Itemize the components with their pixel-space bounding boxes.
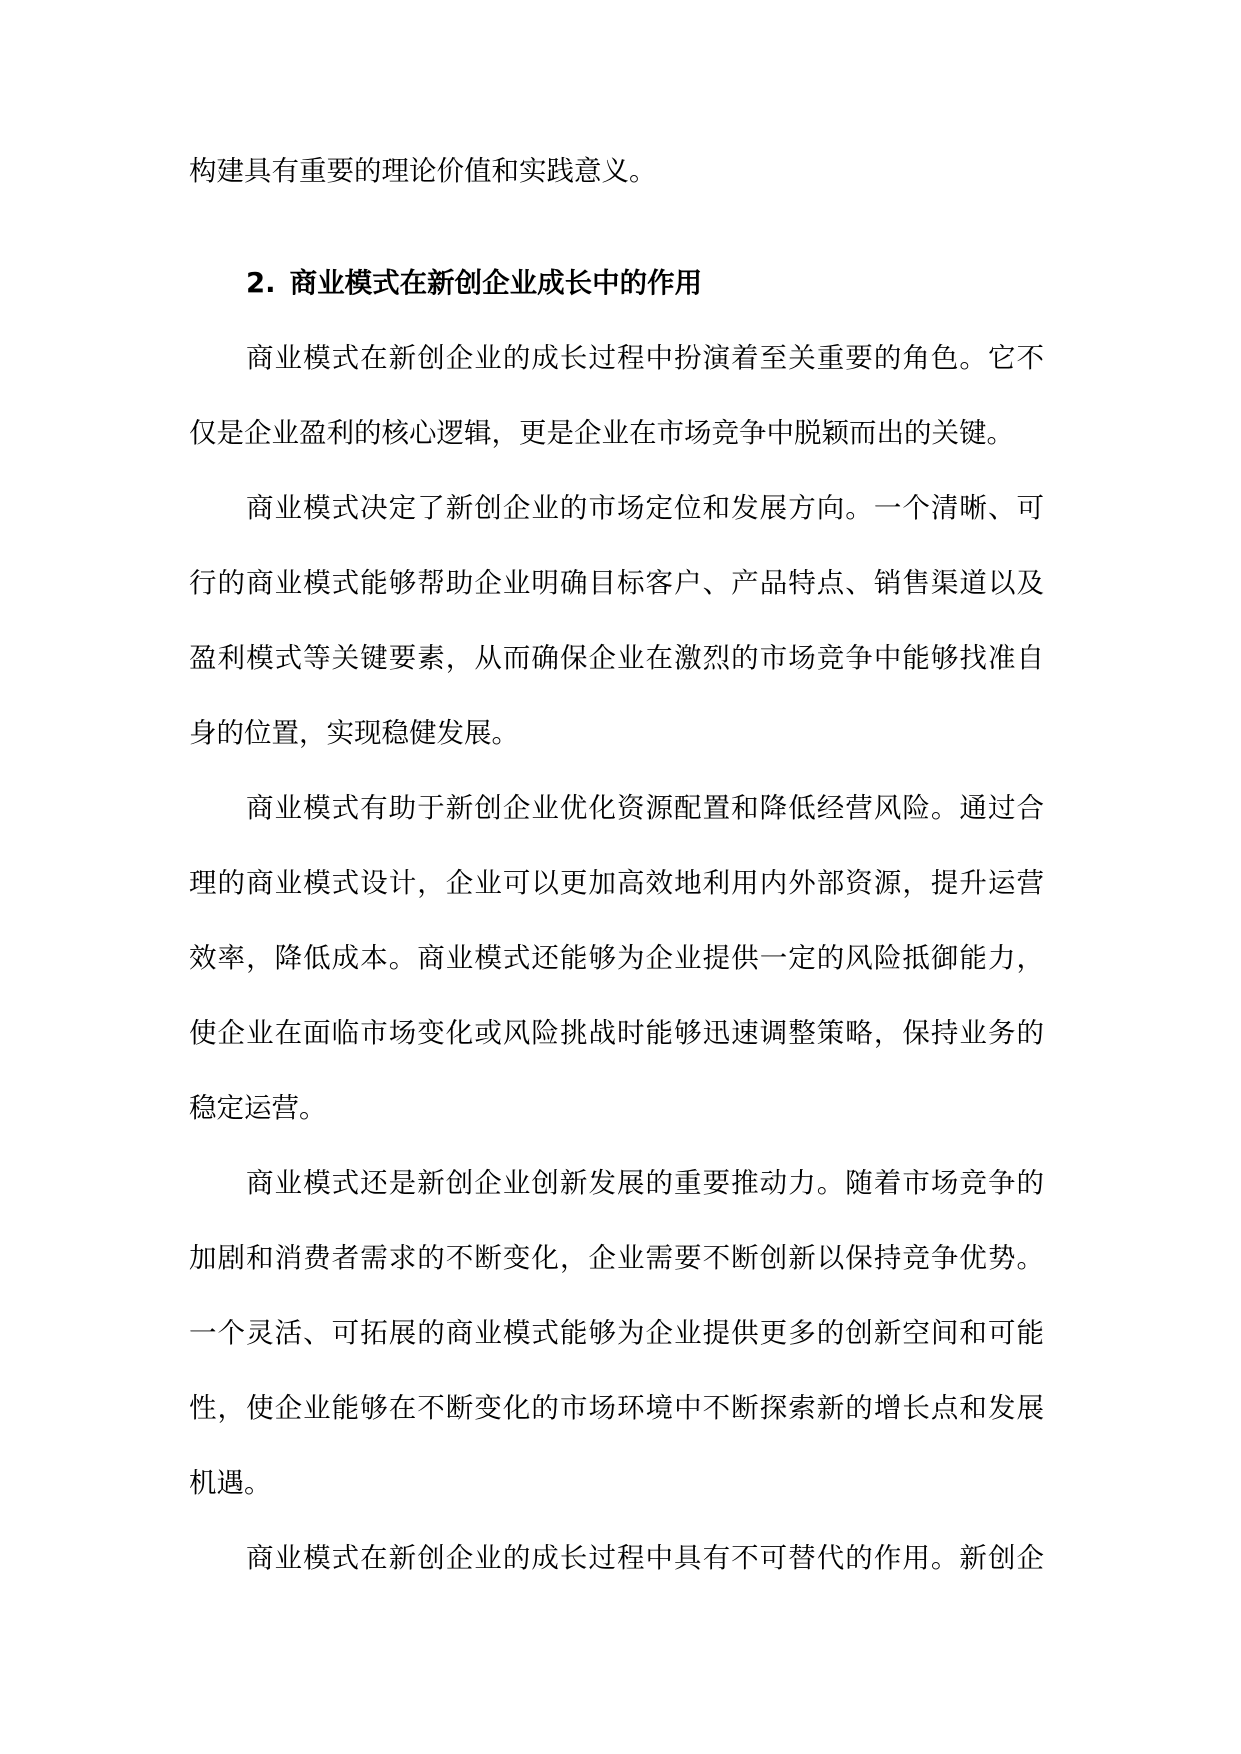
continuation-paragraph <box>189 141 1044 216</box>
paragraph-line: 商业模式在新创企业的成长过程中扮演着至关重要的角色。它不 <box>246 342 1044 374</box>
paragraph-3 <box>189 778 1044 1153</box>
document-body <box>189 141 1044 1603</box>
paragraph-line: 构建具有重要的理论价值和实践意义。 <box>189 155 657 187</box>
paragraph-line: 一个灵活、可拓展的商业模式能够为企业提供更多的创新空间和可能 <box>189 1317 1044 1349</box>
paragraph-line: 商业模式有助于新创企业优化资源配置和降低经营风险。通过合 <box>246 792 1044 824</box>
paragraph-line: 理的商业模式设计，企业可以更加高效地利用内外部资源，提升运营 <box>189 867 1044 899</box>
paragraph-line: 稳定运营。 <box>189 1092 327 1124</box>
paragraph-line: 盈利模式等关键要素，从而确保企业在激烈的市场竞争中能够找准自 <box>189 642 1044 674</box>
section-heading <box>189 253 1044 328</box>
paragraph-1 <box>189 328 1044 478</box>
paragraph-line: 使企业在面临市场变化或风险挑战时能够迅速调整策略，保持业务的 <box>189 1017 1044 1049</box>
paragraph-4 <box>189 1153 1044 1528</box>
section-number: 2. <box>246 267 276 299</box>
paragraph-line: 商业模式决定了新创企业的市场定位和发展方向。一个清晰、可 <box>246 492 1044 524</box>
paragraph-5 <box>189 1528 1044 1603</box>
paragraph-line: 仅是企业盈利的核心逻辑，更是企业在市场竞争中脱颖而出的关键。 <box>189 417 1014 449</box>
paragraph-line: 商业模式还是新创企业创新发展的重要推动力。随着市场竞争的 <box>246 1167 1044 1199</box>
section-title: 商业模式在新创企业成长中的作用 <box>289 267 703 299</box>
paragraph-line: 商业模式在新创企业的成长过程中具有不可替代的作用。新创企 <box>246 1542 1044 1574</box>
paragraph-line: 行的商业模式能够帮助企业明确目标客户、产品特点、销售渠道以及 <box>189 567 1044 599</box>
paragraph-2 <box>189 478 1044 778</box>
paragraph-line: 效率，降低成本。商业模式还能够为企业提供一定的风险抵御能力， <box>189 942 1044 974</box>
paragraph-line: 性，使企业能够在不断变化的市场环境中不断探索新的增长点和发展 <box>189 1392 1044 1424</box>
paragraph-line: 身的位置，实现稳健发展。 <box>189 717 519 749</box>
paragraph-line: 加剧和消费者需求的不断变化，企业需要不断创新以保持竞争优势。 <box>189 1242 1044 1274</box>
paragraph-line: 机遇。 <box>189 1467 272 1499</box>
